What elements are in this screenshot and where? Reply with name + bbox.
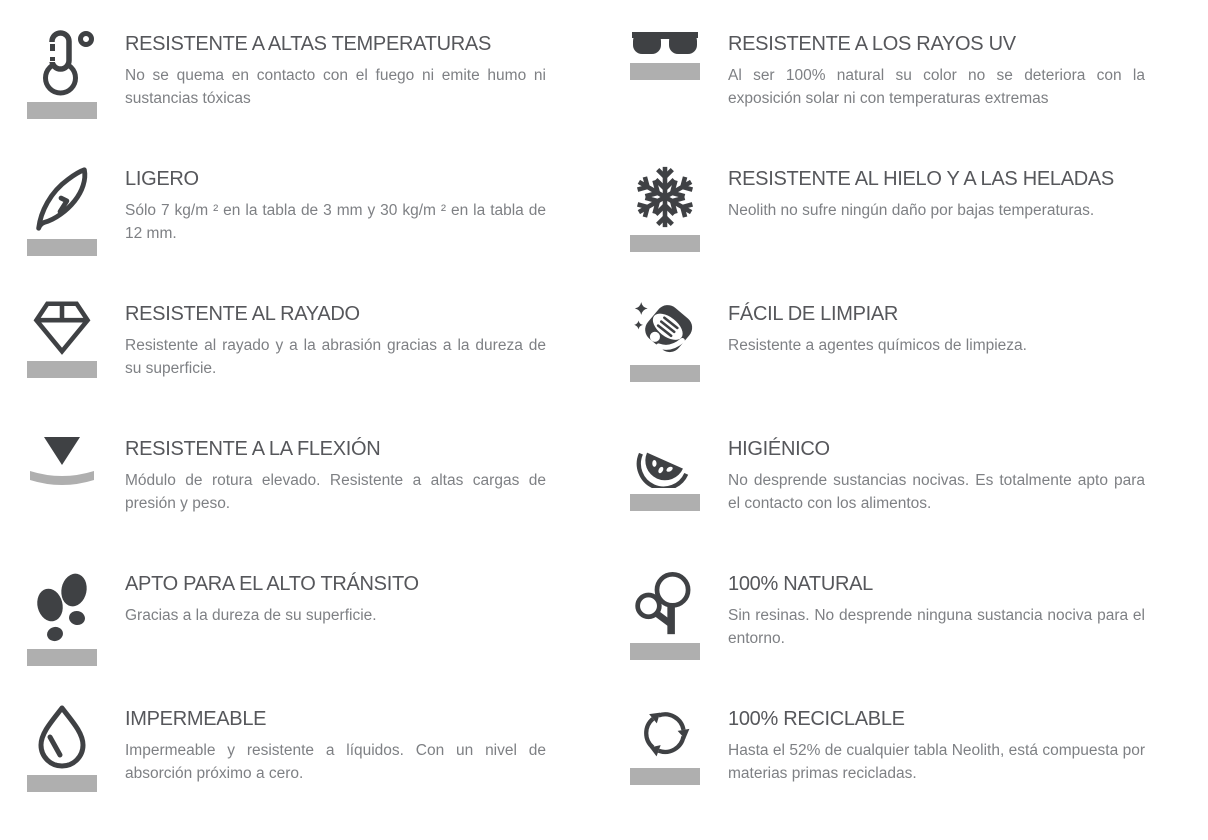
feature-lightweight xyxy=(27,165,546,300)
surface-bar xyxy=(27,361,97,378)
features-grid xyxy=(27,30,1145,840)
feature-title: RESISTENTE AL RAYADO xyxy=(125,303,360,325)
surface-bar xyxy=(630,63,700,80)
footprints-icon xyxy=(32,570,92,644)
surface-bar xyxy=(630,643,700,660)
feature-description: Sólo 7 kg/m ² en la tabla de 3 mm y 30 kg/m ² en la tabla de 12 mm. xyxy=(125,202,546,242)
feature-icon-cell xyxy=(630,570,700,660)
feature-title: RESISTENTE A ALTAS TEMPERATURAS xyxy=(125,33,491,55)
feature-text xyxy=(728,300,1145,357)
feature-icon-cell xyxy=(27,435,97,489)
feature-title: HIGIÉNICO xyxy=(728,438,830,460)
feature-frost-resistant xyxy=(630,165,1145,300)
watermelon-icon xyxy=(635,435,695,488)
feature-icon-cell xyxy=(630,165,700,252)
feature-text xyxy=(728,30,1145,110)
feature-icon-cell xyxy=(630,705,700,785)
surface-bar xyxy=(27,775,97,792)
feature-description: No desprende sustancias nocivas. Es totalmente apto para el contacto con los alimentos. xyxy=(728,472,1145,512)
surface-bar xyxy=(630,768,700,785)
feature-icon-cell xyxy=(630,435,700,511)
feature-description: Resistente al rayado y a la abrasión gracias a la dureza de su superficie. xyxy=(125,337,546,377)
feature-description: Resistente a agentes químicos de limpieza. xyxy=(728,337,1027,354)
feature-description: Al ser 100% natural su color no se deteriora con la exposición solar ni con temperaturas extremas xyxy=(728,67,1145,107)
surface-bar xyxy=(630,365,700,382)
feature-text xyxy=(125,30,546,110)
feature-title: 100% NATURAL xyxy=(728,573,873,595)
feature-title: RESISTENTE AL HIELO Y A LAS HELADAS xyxy=(728,168,1114,190)
feature-title: FÁCIL DE LIMPIAR xyxy=(728,303,899,325)
sunglasses-icon xyxy=(631,30,699,57)
feature-flexural-strength xyxy=(27,435,546,570)
feather-icon xyxy=(28,165,96,233)
feature-icon-cell xyxy=(27,165,97,256)
feature-description: Impermeable y resistente a líquidos. Con un nivel de absorción próximo a cero. xyxy=(125,742,546,782)
feature-text xyxy=(125,435,546,515)
feature-text xyxy=(728,705,1145,785)
surface-bar xyxy=(27,239,97,256)
feature-high-traffic xyxy=(27,570,546,705)
surface-bar xyxy=(27,649,97,666)
feature-text xyxy=(728,570,1145,650)
recycle-icon xyxy=(635,705,695,763)
feature-natural xyxy=(630,570,1145,705)
feature-easy-clean xyxy=(630,300,1145,435)
feature-title: APTO PARA EL ALTO TRÁNSITO xyxy=(125,573,419,595)
surface-bar xyxy=(630,235,700,252)
feature-description: Neolith no sufre ningún daño por bajas temperaturas. xyxy=(728,202,1095,219)
diamond-icon xyxy=(30,300,94,355)
feature-uv-resistant xyxy=(630,30,1145,165)
feature-scratch-resistant xyxy=(27,300,546,435)
feature-title: 100% RECICLABLE xyxy=(728,708,905,730)
feature-icon-cell xyxy=(630,30,700,80)
feature-text xyxy=(125,300,546,380)
feature-text xyxy=(125,570,546,627)
feature-icon-cell xyxy=(27,30,97,119)
feature-waterproof xyxy=(27,705,546,840)
feature-hygienic xyxy=(630,435,1145,570)
feature-description: Sin resinas. No desprende ninguna sustancia nociva para el entorno. xyxy=(728,607,1145,647)
feature-text xyxy=(728,165,1145,222)
feature-title: IMPERMEABLE xyxy=(125,708,267,730)
feature-description: Gracias a la dureza de su superficie. xyxy=(125,607,377,624)
feature-description: Hasta el 52% de cualquier tabla Neolith, está compuesta por materias primas recicladas. xyxy=(728,742,1145,782)
feature-icon-cell xyxy=(27,570,97,666)
feature-text xyxy=(125,165,546,245)
tree-icon xyxy=(632,570,698,638)
feature-description: No se quema en contacto con el fuego ni emite humo ni sustancias tóxicas xyxy=(125,67,546,107)
thermometer-icon xyxy=(27,30,97,96)
feature-text xyxy=(125,705,546,785)
hand-sparkle-icon xyxy=(633,300,697,359)
surface-bar xyxy=(27,102,97,119)
feature-text xyxy=(728,435,1145,515)
feature-icon-cell xyxy=(27,705,97,792)
flexion-bend-icon xyxy=(27,435,97,489)
feature-high-temperature xyxy=(27,30,546,165)
snowflake-icon xyxy=(633,165,697,229)
feature-icon-cell xyxy=(630,300,700,382)
water-drop-icon xyxy=(31,705,93,769)
feature-title: RESISTENTE A LA FLEXIÓN xyxy=(125,438,381,460)
feature-description: Módulo de rotura elevado. Resistente a altas cargas de presión y peso. xyxy=(125,472,546,512)
feature-recyclable xyxy=(630,705,1145,840)
feature-title: LIGERO xyxy=(125,168,199,190)
feature-icon-cell xyxy=(27,300,97,378)
feature-title: RESISTENTE A LOS RAYOS UV xyxy=(728,33,1016,55)
surface-bar xyxy=(630,494,700,511)
